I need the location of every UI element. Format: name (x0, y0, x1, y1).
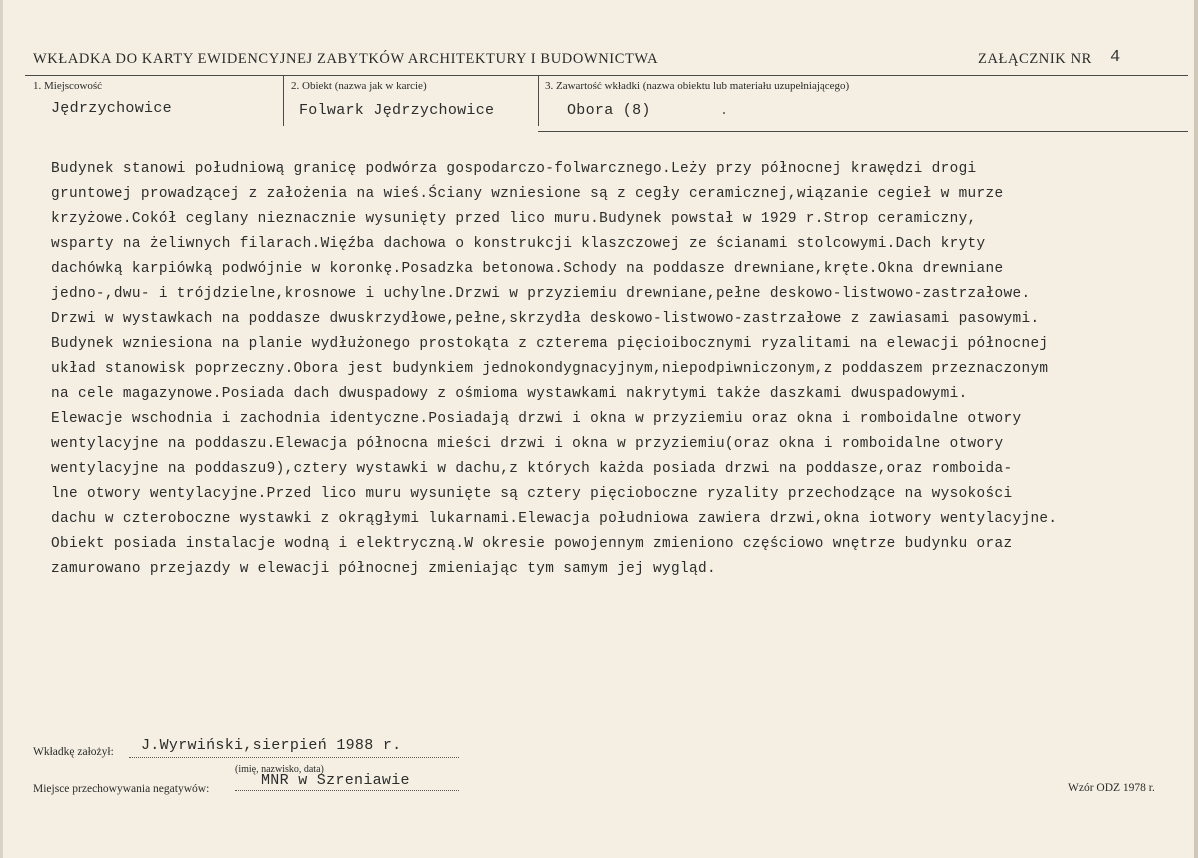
description-line: krzyżowe.Cokół ceglany nieznacznie wysunięty przed lico muru.Budynek powstał w 1929 r.Strop ceramiczny, (51, 211, 977, 227)
description-line: dachówką karpiówką podwójnie w koronkę.Posadzka betonowa.Schody na poddasze drewniane,kręte.Okna drewniane (51, 261, 1004, 277)
description-line: lne otwory wentylacyjne.Przed lico muru wysunięte są cztery pięcioboczne ryzality przechodzące na wysokości (51, 486, 1013, 502)
description-line: wentylacyjne na poddaszu9),cztery wystawki w dachu,z których każda posiada drzwi na poddasze,oraz romboida- (51, 461, 1013, 477)
created-by-label: Wkładkę założył: (33, 746, 114, 758)
created-by-hint: (imię, nazwisko, data) (235, 764, 324, 775)
description-line: Budynek wzniesiona na planie wydłużonego prostokąta z czterema pięcioibocznymi ryzalitami na elewacji północnej (51, 336, 1049, 352)
content-field-underline (538, 131, 1188, 132)
attachment-number: 4 (1110, 48, 1121, 67)
description-line: zamurowano przejazdy w elewacji północnej zmieniając tym samym jej wygląd. (51, 561, 716, 577)
description-line: jedno-,dwu- i trójdzielne,krosnowe i uchylne.Drzwi w przyziemiu drewniane,pełne deskowo-listwowo-zastrzałowe. (51, 286, 1031, 302)
storage-label: Miejsce przechowywania negatywów: (33, 783, 210, 795)
locality-label: 1. Miejscowość (33, 80, 103, 92)
description-line: Drzwi w wystawkach na poddasze dwuskrzydłowe,pełne,skrzydła deskowo-listwowo-zastrzałowe z zawiasami pasowymi. (51, 311, 1040, 327)
content-value: Obora (8) (567, 102, 651, 119)
created-by-value: J.Wyrwiński,sierpień 1988 r. (141, 737, 402, 754)
ink-speck (723, 112, 725, 114)
object-label: 2. Obiekt (nazwa jak w karcie) (291, 80, 427, 92)
description-line: na cele magazynowe.Posiada dach dwuspadowy z ośmioma wystawkami nakrytymi także daszkami dwuspadowymi. (51, 386, 968, 402)
object-value: Folwark Jędrzychowice (299, 102, 495, 119)
field-divider-2 (538, 76, 539, 126)
description-line: Elewacje wschodnia i zachodnia identyczne.Posiadają drzwi i okna w przyziemiu oraz okna i romboidalne otwory (51, 411, 1022, 427)
description-line: układ stanowisk poprzeczny.Obora jest budynkiem jednokondygnacyjnym,niepodpiwniczonym,z poddaszem przeznaczonym (51, 361, 1049, 377)
description-line: Obiekt posiada instalacje wodną i elektryczną.W okresie powojennym zmieniono częściowo wnętrze budynku oraz (51, 536, 1013, 552)
locality-value: Jędrzychowice (51, 100, 172, 117)
description-line: wentylacyjne na poddaszu.Elewacja północna mieści drzwi i okna w przyziemiu(oraz okna i romboidalne otwory (51, 436, 1004, 452)
description-line: gruntowej prowadzącej z założenia na wieś.Ściany wzniesione są z cegły ceramicznej,wiązanie cegieł w murze (51, 186, 1004, 202)
created-by-line (129, 757, 459, 758)
description-line: wsparty na żeliwnych filarach.Więźba dachowa o konstrukcji klaszczowej ze ścianami stolcowymi.Dach kryty (51, 236, 986, 252)
header-rule (25, 75, 1188, 76)
form-id: Wzór ODZ 1978 r. (1068, 782, 1155, 794)
description-line: dachu w czteroboczne wystawki z okrągłymi lukarnami.Elewacja południowa zawiera drzwi,okna iotwory wentylacyjne. (51, 511, 1058, 527)
content-label: 3. Zawartość wkładki (nazwa obiektu lub materiału uzupełniającego) (545, 80, 850, 92)
storage-value: MNR w Szreniawie (261, 772, 410, 789)
card-title: WKŁADKA DO KARTY EWIDENCYJNEJ ZABYTKÓW ARCHITEKTURY I BUDOWNICTWA (33, 51, 659, 67)
description-line: Budynek stanowi południową granicę podwórza gospodarczo-folwarcznego.Leży przy północnej krawędzi drogi (51, 161, 977, 177)
field-divider-1 (283, 76, 284, 126)
attachment-label: ZAŁĄCZNIK NR (978, 51, 1092, 67)
storage-line (235, 790, 459, 791)
